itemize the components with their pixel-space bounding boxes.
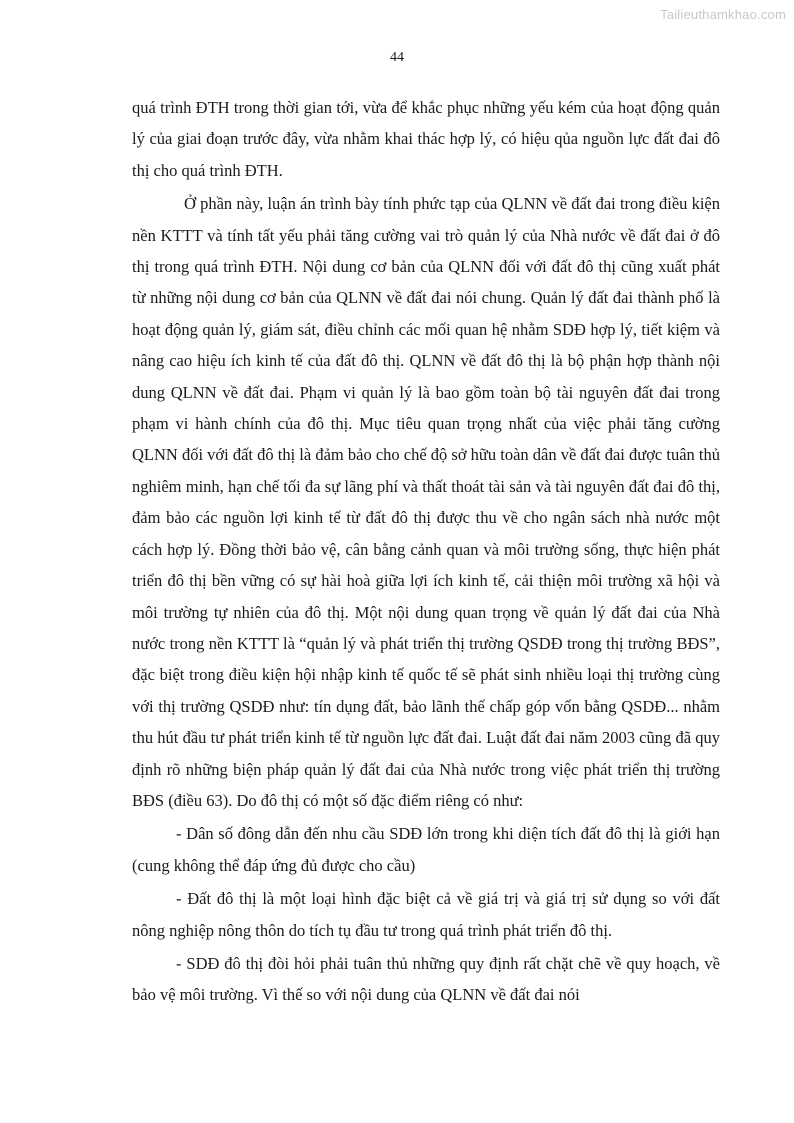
list-item-urban-land-value: - Đất đô thị là một loại hình đặc biệt cả về giá trị và giá trị sử dụng so với đất nông nghiệp nông thôn do tích tụ đầu tư trong quá trình phát triển đô thị.: [132, 889, 720, 940]
paragraph-main: Ở phần này, luận án trình bày tính phức tạp của QLNN về đất đai trong điều kiện nền KTTT và tính tất yếu phải tăng cường vai trò quản lý của Nhà nước về đất đai ở đô thị trong quá trình ĐTH. Nội dung cơ bản của QLNN đối với đất đô thị cũng xuất phát từ những nội dung cơ bản của QLNN về đất đai nói chung. Quản lý đất đai thành phố là hoạt động quản lý, giám sát, điều chỉnh các mối quan hệ nhằm SDĐ hợp lý, tiết kiệm và nâng cao hiệu ích kinh tế của đất đô thị. QLNN về đất đô thị là bộ phận hợp thành nội dung QLNN về đất đai. Phạm vi quản lý là bao gồm toàn bộ tài nguyên đất đai trong phạm vi hành chính của đô thị. Mục tiêu quan trọng nhất của việc phải tăng cường QLNN đối với đất đô thị là đảm bảo cho chế độ sở hữu toàn dân về đất đai được tuân thủ nghiêm minh, hạn chế tối đa sự lãng phí và thất thoát tài sản và tài nguyên đất đai đô thị, đảm bảo các nguồn lợi kinh tế từ đất đô thị được thu về cho ngân sách nhà nước một cách hợp lý. Đồng thời bảo vệ, cân bằng cảnh quan và môi trường sống, thực hiện phát triển đô thị bền vững có sự hài hoà giữa lợi ích kinh tế, cải thiện môi trường xã hội và môi trường tự nhiên của đô thị. Một nội dung quan trọng về quản lý đất đai của Nhà nước trong nền KTTT là “quản lý và phát triển thị trường QSDĐ trong thị trường BĐS”, đặc biệt trong điều kiện hội nhập kinh tế quốc tế sẽ phát sinh nhiều loại thị trường cùng với thị trường QSDĐ như: tín dụng đất, bảo lãnh thế chấp góp vốn bằng QSDĐ... nhằm thu hút đầu tư phát triển kinh tế từ nguồn lực đất đai. Luật đất đai năm 2003 cũng đã quy định rõ những biện pháp quản lý đất đai của Nhà nước trong việc phát triển thị trường BĐS (điều 63). Do đô thị có một số đặc điểm riêng có như:: [132, 194, 720, 810]
watermark-text: Tailieuthamkhao.com: [660, 7, 786, 22]
body-text: [132, 92, 720, 1013]
page-number: 44: [390, 50, 404, 65]
paragraph-continuation: quá trình ĐTH trong thời gian tới, vừa để khắc phục những yếu kém của hoạt động quản lý của giai đoạn trước đây, vừa nhằm khai thác hợp lý, có hiệu qủa nguồn lực đất đai đô thị cho quá trình ĐTH.: [132, 98, 720, 180]
list-item-population: - Dân số đông dẫn đến nhu cầu SDĐ lớn trong khi diện tích đất đô thị là giới hạn (cung không thể đáp ứng đủ được cho cầu): [132, 824, 720, 875]
list-item-planning-compliance: - SDĐ đô thị đòi hỏi phải tuân thủ những quy định rất chặt chẽ về quy hoạch, về bảo vệ môi trường. Vì thế so với nội dung của QLNN về đất đai nói: [132, 953, 720, 1005]
